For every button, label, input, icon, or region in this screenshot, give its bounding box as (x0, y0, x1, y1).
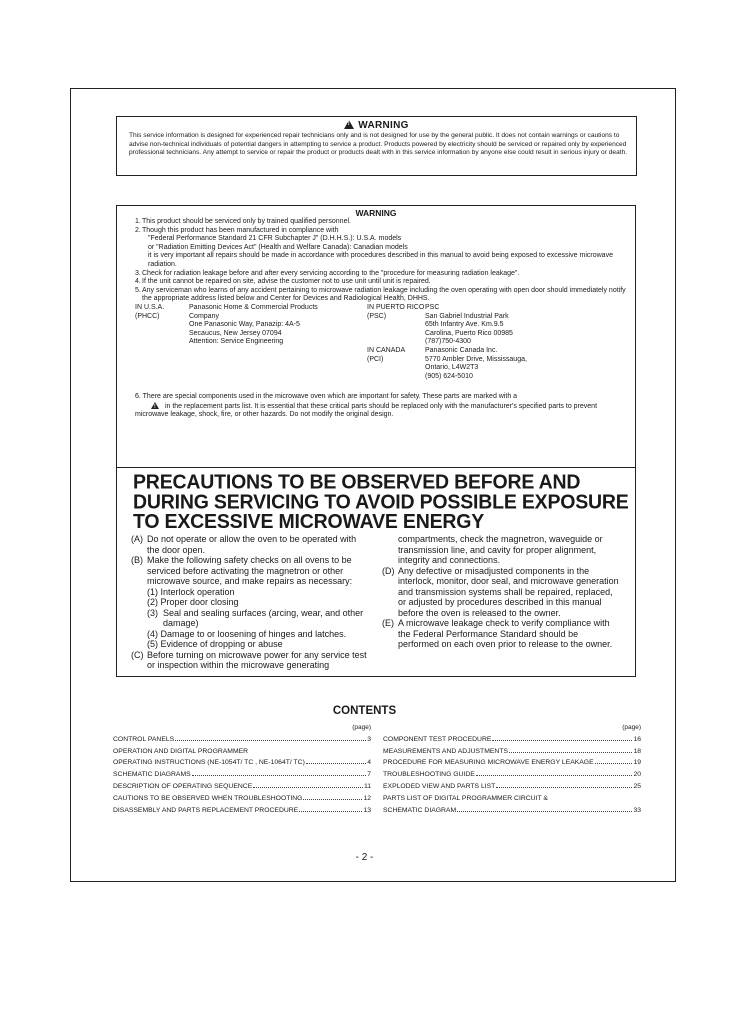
toc-entry-label: DESCRIPTION OF OPERATING SEQUENCE (113, 782, 253, 790)
toc-leader-dots (253, 787, 363, 788)
toc-entry-page: 12 (363, 794, 371, 802)
toc-entry (383, 757, 641, 769)
toc-entry (383, 793, 641, 805)
page-column-label: (page) (622, 724, 641, 731)
warning-sub-line: or "Radiation Emitting Devices Act" (Health and Welfare Canada): Canadian models (148, 243, 408, 251)
toc-entry-label: EXPLODED VIEW AND PARTS LIST (383, 782, 496, 790)
toc-entry-label: CAUTIONS TO BE OBSERVED WHEN TROUBLESHOOTING (113, 794, 303, 802)
toc-entry (113, 781, 371, 793)
precautions-section (116, 467, 636, 677)
toc-entry (113, 769, 371, 781)
precaution-item: (C) Before turning on microwave power for any service test or inspection within the microwave generating (131, 649, 367, 670)
toc-entry-label: OPERATION AND DIGITAL PROGRAMMER (113, 747, 249, 755)
toc-entry (113, 757, 371, 769)
warning-item: 2. Though this product has been manufactured in compliance with (135, 226, 339, 234)
warning-sub-line: "Federal Performance Standard 21 CFR Subchapter J" (D.H.H.S.): U.S.A. models (148, 235, 402, 243)
precautions-left-column (131, 534, 382, 671)
toc-entry-label: PARTS LIST OF DIGITAL PROGRAMMER CIRCUIT & (383, 794, 548, 802)
warning-item-6: 6. There are special components used in the microwave oven which are important for safety. These parts are marked with a ! in the replacement parts list. It is essential that these critical parts should be replaced only with the manufacturer's specified parts to prevent microwave leakage, shock, fire, or other hazards. Do not modify the original design. (117, 381, 635, 420)
warning-sub-line: it is very important all repairs should be made in accordance with procedures described in this manual to avoid being exposed to excessive microwave radiation. (148, 252, 613, 268)
toc-entry-label: CONTROL PANELS (113, 735, 175, 743)
precaution-subitem: (3) Seal and sealing surfaces (arcing, wear, and other damage) (147, 607, 364, 628)
toc-entry-label: COMPONENT TEST PROCEDURE (383, 735, 492, 743)
warning-item: 5. Any serviceman who learns of any accident pertaining to microwave radiation leakage including the oven operating with open door should immediately notify the appropriate address listed below and Center for Devices and Radiological Health, DHHS. (135, 286, 626, 303)
toc-leader-dots (509, 752, 632, 753)
toc-leader-dots (175, 740, 366, 741)
toc-entry-page: 11 (363, 782, 371, 790)
toc-entry-label: OPERATING INSTRUCTIONS (NE-1054T/ TC , NE-1064T/ TC) (113, 759, 305, 767)
warning-list (117, 218, 635, 304)
region-label: IN CANADA (367, 346, 406, 354)
general-warning-title: WARNING (358, 120, 409, 131)
precautions-title: PRECAUTIONS TO BE OBSERVED BEFORE AND DURING SERVICING TO AVOID POSSIBLE EXPOSURE TO EXCESSIVE MICROWAVE ENERGY (133, 470, 629, 534)
precaution-item: (A) Do not operate or allow the oven to be operated with the door open. (131, 534, 357, 555)
precaution-item: (B) Make the following safety checks on all ovens to be serviced before activating the magnetron or other microwave source, and make repairs as necessary: (131, 555, 353, 586)
toc-right-column (383, 722, 641, 816)
toc-entry-page: 3 (367, 735, 371, 743)
region-label: IN U.S.A. (135, 303, 165, 311)
general-warning-text: This service information is designed for experienced repair technicians only and is not designed for use by the general public. It does not contain warnings or cautions to advise non-technical individuals of potential dangers in attempting to service a product. Products powered by electricity should be serviced or repaired only by experienced professional technicians. Any attempt to service or repair the product or products dealt with in this service information by anyone else could result in serious injury or death. (129, 132, 628, 156)
toc-entry-page: 33 (633, 806, 641, 814)
service-addresses (117, 304, 635, 381)
warning-item: 1. This product should be serviced only by trained qualified personnel. (135, 218, 351, 225)
toc-entry (113, 734, 371, 746)
toc-left-column (113, 722, 371, 816)
service-warning-title: WARNING (355, 208, 397, 218)
toc-entry-label: SCHEMATIC DIAGRAM (383, 806, 457, 814)
precaution-continued: compartments, check the magnetron, waveguide or transmission line, and cavity for proper alignment, integrity and connections. (398, 534, 603, 565)
toc-leader-dots (192, 775, 367, 776)
precautions-right-column (382, 534, 619, 671)
toc-entry-page: 13 (363, 806, 371, 814)
toc-entry (113, 805, 371, 817)
toc-entry-page: 25 (633, 782, 641, 790)
usa-address: Panasonic Home & Commercial Products Company One Panasonic Way, Panazip: 4A-5 Secaucus, New Jersey 07094 Attention: Service Engineering (189, 303, 318, 346)
toc-entry-page: 20 (633, 771, 641, 779)
canada-address: Panasonic Canada Inc. 5770 Ambler Drive, Mississauga, Ontario, L4W2T3 (905) 624-5010 (425, 346, 527, 380)
toc-entry-page: 16 (633, 735, 641, 743)
warning-triangle-icon (151, 402, 159, 409)
precaution-subitem: (4) Damage to or loosening of hinges and latches. (147, 628, 347, 639)
toc-leader-dots (306, 763, 366, 764)
toc-entry-label: DISASSEMBLY AND PARTS REPLACEMENT PROCEDURE (113, 806, 299, 814)
toc-entry-label: TROUBLESHOOTING GUIDE (383, 771, 475, 779)
region-code: (PSC) (367, 312, 387, 320)
region-code: (PCI) (367, 355, 384, 363)
warning-item: 3. Check for radiation leakage before and after every servicing according to the "procedure for measuring radiation leakage". (135, 269, 520, 277)
toc-leader-dots (299, 811, 362, 812)
toc-leader-dots (457, 811, 632, 812)
toc-entry-page: 4 (367, 759, 371, 767)
precaution-subitem: (5) Evidence of dropping or abuse (147, 639, 283, 649)
toc-entry-label: PROCEDURE FOR MEASURING MICROWAVE ENERGY LEAKAGE (383, 759, 594, 767)
precaution-item: (E) A microwave leakage check to verify compliance with the Federal Performance Standard should be performed on each oven prior to release to the owner. (382, 618, 613, 649)
region-label: IN PUERTO RICO (367, 303, 425, 311)
region-code: (PHCC) (135, 312, 160, 320)
page-number: - 2 - (355, 852, 374, 863)
toc-entry (383, 734, 641, 746)
toc-entry-page: 18 (633, 747, 641, 755)
precaution-subitem: (1) Interlock operation (147, 586, 235, 597)
toc-leader-dots (492, 740, 632, 741)
service-warning-box (116, 205, 636, 467)
toc-entry (383, 746, 641, 758)
precaution-item: (D) Any defective or misadjusted components in the interlock, monitor, door seal, and microwave generation and transmission systems shall be repaired, replaced, or adjusted by procedures described in this manual before the oven is released to the owner. (382, 565, 619, 618)
toc-leader-dots (595, 763, 633, 764)
toc-leader-dots (496, 787, 632, 788)
general-warning-box (116, 116, 637, 176)
precaution-subitem: (2) Proper door closing (147, 597, 239, 607)
toc-entry-page: 7 (367, 771, 371, 779)
toc-entry (383, 769, 641, 781)
page-column-label: (page) (352, 724, 371, 731)
contents-title: CONTENTS (332, 705, 397, 717)
puerto-rico-address: PSC San Gabriel Industrial Park 65th Infantry Ave. Km.9.5 Carolina, Puerto Rico 00985 (787)750-4300 (425, 303, 513, 346)
toc-leader-dots (476, 775, 633, 776)
warning-item: 4. If the unit cannot be repaired on site, advise the customer not to use unit until unit is repaired. (135, 278, 431, 286)
toc-entry-page: 19 (633, 759, 641, 767)
toc-entry (113, 746, 371, 758)
toc-entry-label: SCHEMATIC DIAGRAMS (113, 771, 191, 779)
toc-entry-label: MEASUREMENTS AND ADJUSTMENTS (383, 747, 509, 755)
toc-entry (113, 793, 371, 805)
toc-leader-dots (303, 799, 362, 800)
warning-triangle-icon (344, 120, 354, 129)
toc-entry (383, 781, 641, 793)
toc-entry (383, 805, 641, 817)
